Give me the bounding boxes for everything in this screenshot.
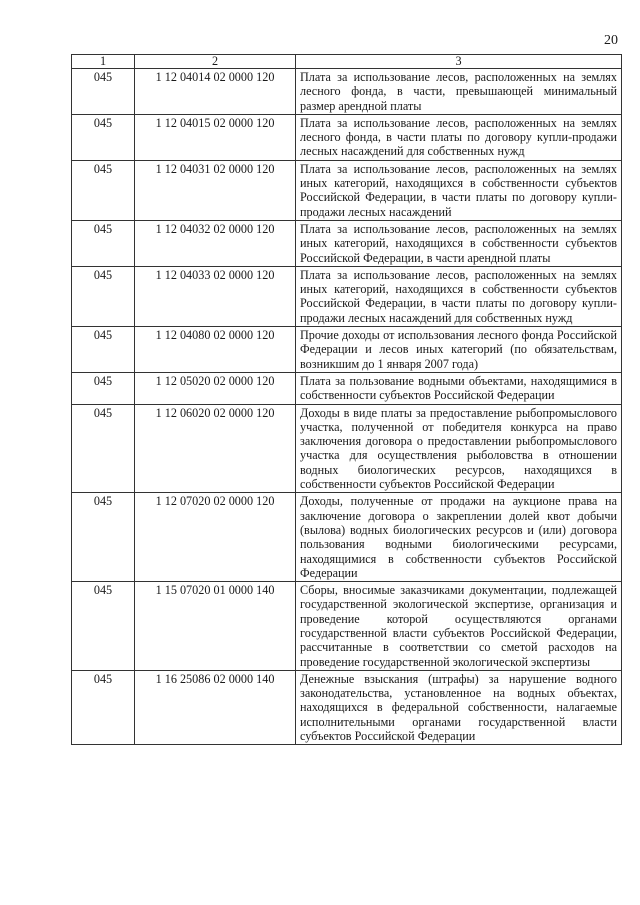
budget-code-cell: 1 12 04015 02 0000 120 bbox=[135, 114, 296, 160]
description-cell: Доходы, полученные от продажи на аукционе права на заключение договора о закреплении долей квот добычи (вылова) водных биологических ресурсов и (или) договора пользования водными биологическими ресурсами, находящимися в собственности субъектов Российской Федерации bbox=[296, 493, 622, 582]
table-row bbox=[72, 582, 622, 671]
admin-code-cell: 045 bbox=[72, 670, 135, 744]
admin-code-cell: 045 bbox=[72, 372, 135, 404]
page-number: 20 bbox=[604, 33, 618, 48]
description-cell: Плата за использование лесов, расположенных на землях иных категорий, находящихся в собственности субъектов Российской Федерации, в части арендной платы bbox=[296, 220, 622, 266]
description-cell: Плата за использование лесов, расположенных на землях лесного фонда, в части, превышающей минимальный размер арендной платы bbox=[296, 69, 622, 115]
table-row bbox=[72, 114, 622, 160]
budget-code-cell: 1 16 25086 02 0000 140 bbox=[135, 670, 296, 744]
table-body bbox=[72, 69, 622, 745]
description-cell: Денежные взыскания (штрафы) за нарушение водного законодательства, установленное на водных объектах, находящихся в федеральной собственности, налагаемые исполнительными органами государственной власти субъектов Российской Федерации bbox=[296, 670, 622, 744]
table-row bbox=[72, 493, 622, 582]
admin-code-cell: 045 bbox=[72, 160, 135, 220]
table-header bbox=[72, 55, 622, 69]
table-row bbox=[72, 69, 622, 115]
table-row bbox=[72, 266, 622, 326]
admin-code-cell: 045 bbox=[72, 582, 135, 671]
table-row bbox=[72, 372, 622, 404]
header-col-1: 1 bbox=[72, 55, 135, 69]
admin-code-cell: 045 bbox=[72, 266, 135, 326]
table-row bbox=[72, 160, 622, 220]
description-cell: Прочие доходы от использования лесного фонда Российской Федерации и лесов иных категорий (по обязательствам, возникшим до 1 января 2007 года) bbox=[296, 327, 622, 373]
table-row bbox=[72, 220, 622, 266]
header-col-3: 3 bbox=[296, 55, 622, 69]
description-cell: Плата за использование лесов, расположенных на землях иных категорий, находящихся в собственности субъектов Российской Федерации, в части платы по договору купли-продажи лесных насаждений для собственных нужд bbox=[296, 266, 622, 326]
budget-code-cell: 1 12 04014 02 0000 120 bbox=[135, 69, 296, 115]
admin-code-cell: 045 bbox=[72, 114, 135, 160]
budget-code-cell: 1 15 07020 01 0000 140 bbox=[135, 582, 296, 671]
header-col-2: 2 bbox=[135, 55, 296, 69]
description-cell: Доходы в виде платы за предоставление рыбопромыслового участка, полученной от победителя конкурса на право заключения договора о предоставлении рыбопромыслового участка для осуществления рыболовства в отношении водных биологических ресурсов, находящихся в собственности субъектов Российской Федерации bbox=[296, 404, 622, 493]
admin-code-cell: 045 bbox=[72, 493, 135, 582]
budget-code-cell: 1 12 05020 02 0000 120 bbox=[135, 372, 296, 404]
table-row bbox=[72, 327, 622, 373]
header-row bbox=[72, 55, 622, 69]
budget-codes-table bbox=[71, 54, 622, 745]
table-row bbox=[72, 670, 622, 744]
admin-code-cell: 045 bbox=[72, 327, 135, 373]
budget-code-cell: 1 12 07020 02 0000 120 bbox=[135, 493, 296, 582]
budget-code-cell: 1 12 06020 02 0000 120 bbox=[135, 404, 296, 493]
admin-code-cell: 045 bbox=[72, 220, 135, 266]
admin-code-cell: 045 bbox=[72, 404, 135, 493]
description-cell: Сборы, вносимые заказчиками документации, подлежащей государственной экологической экспертизе, организация и проведение которой осуществляются органами государственной власти субъектов Российской Федерации, рассчитанные в соответствии со сметой расходов на проведение государственной экологической экспертизы bbox=[296, 582, 622, 671]
description-cell: Плата за использование лесов, расположенных на землях лесного фонда, в части платы по договору купли-продажи лесных насаждений для собственных нужд bbox=[296, 114, 622, 160]
table-row bbox=[72, 404, 622, 493]
budget-code-cell: 1 12 04031 02 0000 120 bbox=[135, 160, 296, 220]
budget-code-cell: 1 12 04080 02 0000 120 bbox=[135, 327, 296, 373]
budget-code-cell: 1 12 04033 02 0000 120 bbox=[135, 266, 296, 326]
description-cell: Плата за использование лесов, расположенных на землях иных категорий, находящихся в собственности субъектов Российской Федерации, в части платы по договору купли-продажи лесных насаждений bbox=[296, 160, 622, 220]
budget-code-cell: 1 12 04032 02 0000 120 bbox=[135, 220, 296, 266]
admin-code-cell: 045 bbox=[72, 69, 135, 115]
description-cell: Плата за пользование водными объектами, находящимися в собственности субъектов Российской Федерации bbox=[296, 372, 622, 404]
